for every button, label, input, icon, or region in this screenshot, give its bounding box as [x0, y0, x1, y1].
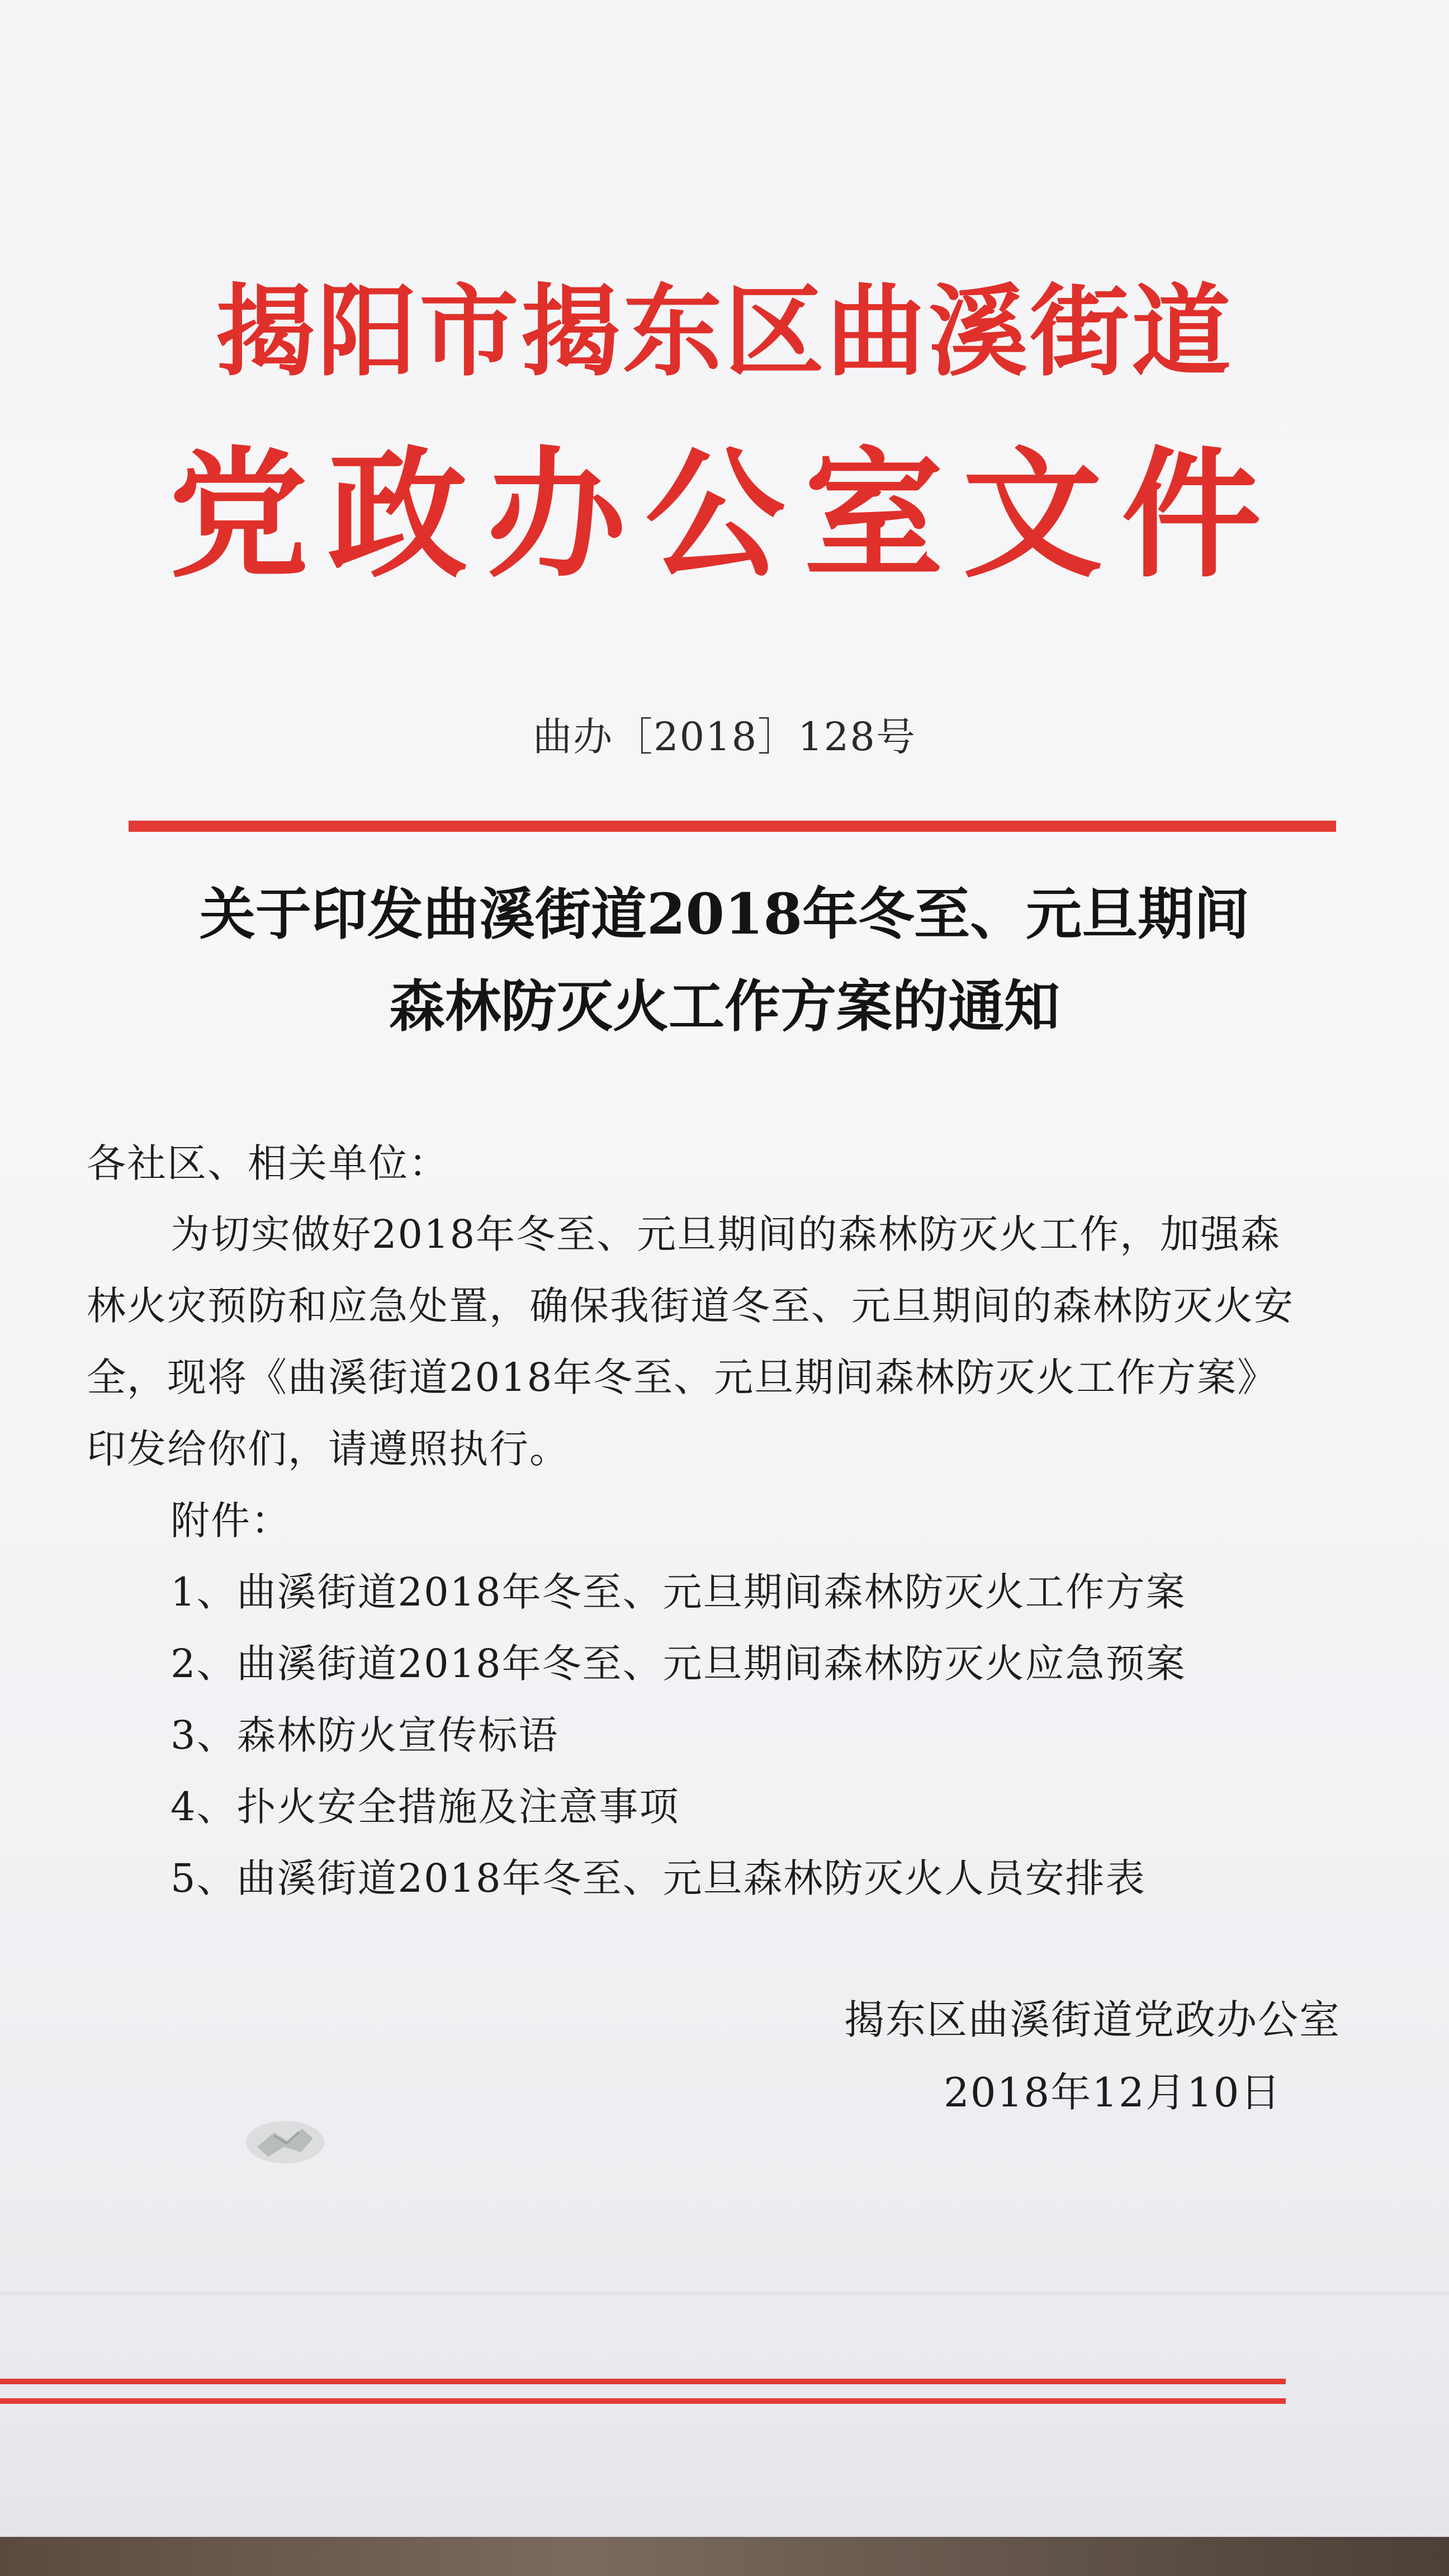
issuer-header-line2: 党政办公室文件 — [169, 432, 1280, 596]
body-line: 全，现将《曲溪街道2018年冬至、元旦期间森林防灭火工作方案》 — [87, 1355, 1278, 1400]
notice-title-line1: 关于印发曲溪街道2018年冬至、元旦期间 — [199, 881, 1250, 947]
body-line: 为切实做好2018年冬至、元旦期间的森林防灭火工作，加强森 — [171, 1211, 1281, 1257]
attachment-item: 2、曲溪街道2018年冬至、元旦期间森林防灭火应急预案 — [171, 1641, 1186, 1687]
staple-mark-icon — [235, 2108, 335, 2175]
footer-red-rule-bottom — [0, 2398, 1286, 2404]
attachment-item: 4、扑火安全措施及注意事项 — [171, 1784, 680, 1830]
signature-org: 揭东区曲溪街道党政办公室 — [844, 1996, 1341, 2043]
salutation: 各社区、相关单位： — [87, 1140, 449, 1186]
signature-date: 2018年12月10日 — [944, 2069, 1282, 2116]
body-line: 印发给你们，请遵照执行。 — [87, 1426, 570, 1472]
header-red-rule — [129, 821, 1336, 832]
document-number: 曲办［2018］128号 — [533, 714, 916, 760]
attachment-item: 5、曲溪街道2018年冬至、元旦森林防灭火人员安排表 — [171, 1855, 1146, 1901]
attachment-item: 1、曲溪街道2018年冬至、元旦期间森林防灭火工作方案 — [171, 1569, 1186, 1615]
attachments-label: 附件： — [171, 1498, 291, 1543]
table-surface — [0, 2537, 1449, 2576]
attachment-item: 3、森林防火宣传标语 — [171, 1712, 559, 1758]
lower-sheet — [0, 2296, 1449, 2576]
issuer-header-line1: 揭阳市揭东区曲溪街道 — [216, 273, 1233, 390]
sheet-edge-shadow — [0, 2292, 1449, 2296]
body-line: 林火灾预防和应急处置，确保我街道冬至、元旦期间的森林防灭火安 — [87, 1283, 1294, 1329]
notice-title-line2: 森林防灭火工作方案的通知 — [389, 973, 1060, 1039]
footer-red-rule-top — [0, 2379, 1286, 2384]
